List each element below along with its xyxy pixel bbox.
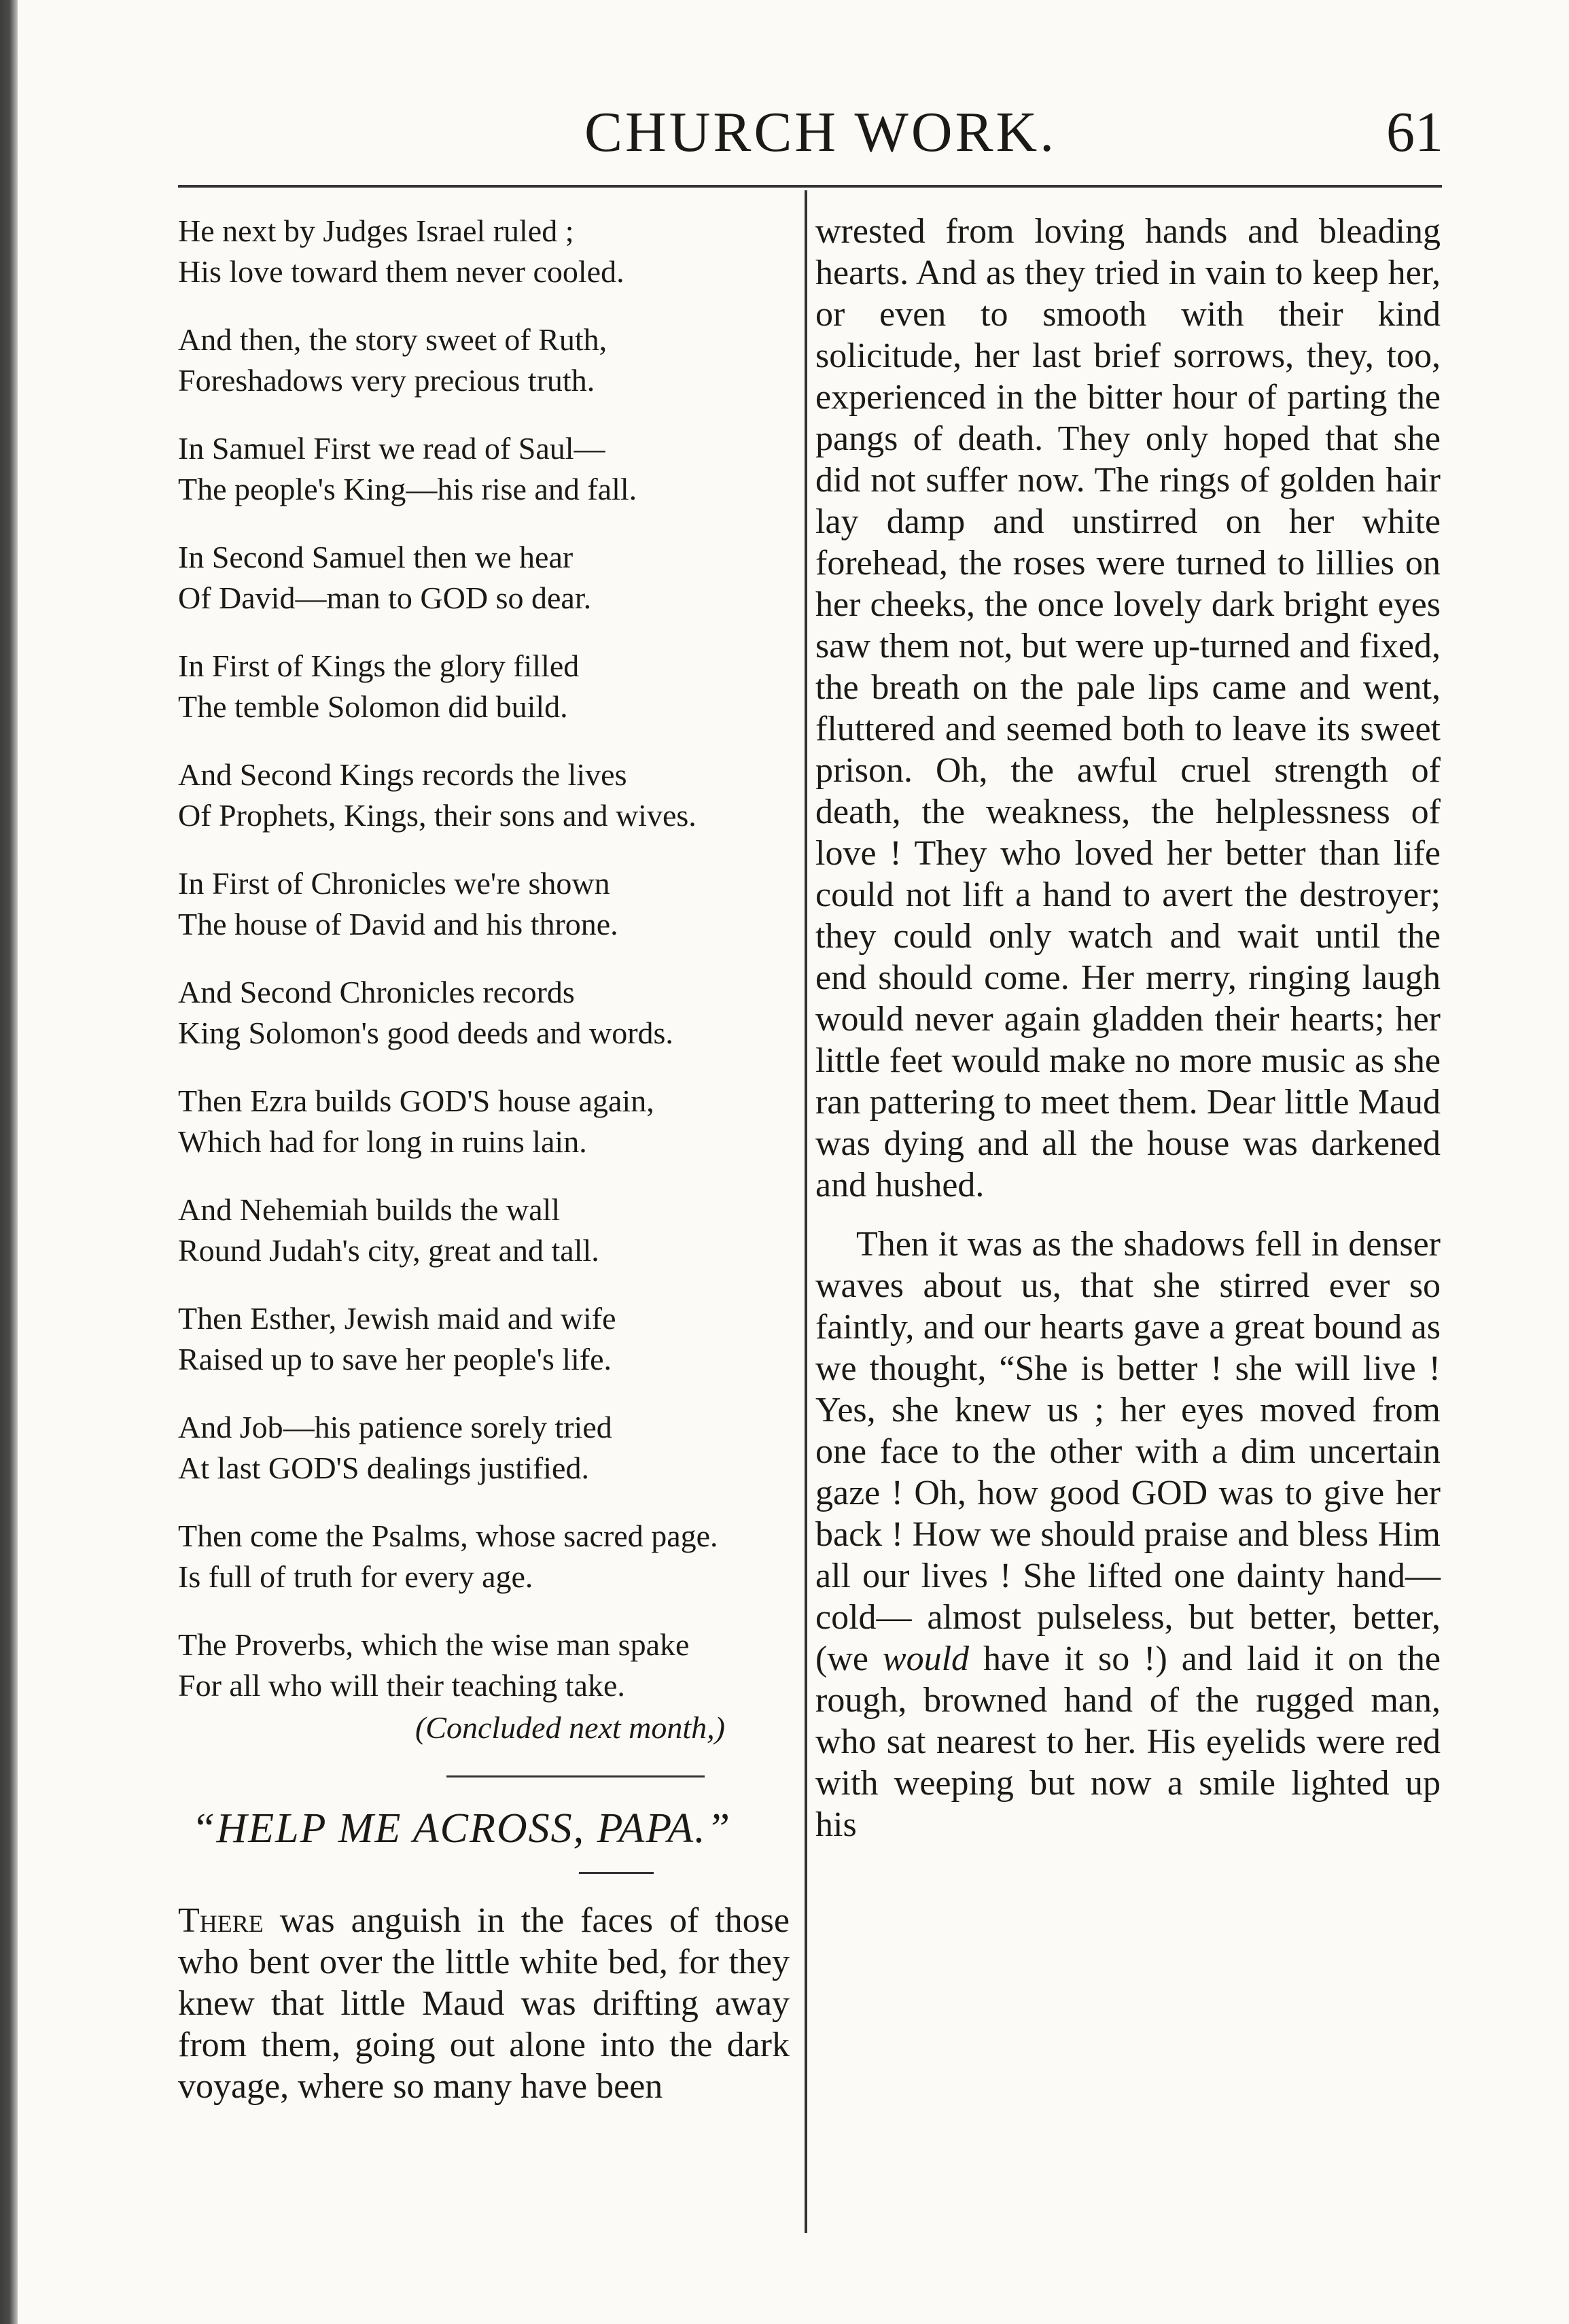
title-rule <box>579 1872 654 1874</box>
poem-line: Round Judah's city, great and tall. <box>178 1233 599 1268</box>
page-header <box>0 95 1569 170</box>
story-title: “HELP ME ACROSS, PAPA.” <box>192 1805 732 1852</box>
poem-stanza <box>178 1625 790 1706</box>
poem-stanza <box>178 211 790 292</box>
right-column <box>815 211 1441 1845</box>
poem-line: The people's King—his rise and fall. <box>178 472 637 506</box>
poem-stanza <box>178 1407 790 1489</box>
poem-line: In Second Samuel then we hear <box>178 540 574 574</box>
story-text-2b: have it so !) and laid it on the rough, browned hand of the rugged man, who sat nearest to her. His eyelids were red with weeping but now a smile lighted up his <box>815 1640 1441 1844</box>
running-title: CHURCH WORK. <box>584 101 1057 164</box>
poem-line: The house of David and his throne. <box>178 907 618 941</box>
poem-stanza <box>178 1516 790 1597</box>
poem-line: And Job—his patience sorely tried <box>178 1410 612 1444</box>
section-rule <box>446 1775 705 1777</box>
poem-line: In First of Chronicles we're shown <box>178 866 610 901</box>
poem-stanza <box>178 755 790 836</box>
story-paragraph-1: wrested from loving hands and bleading hearts. And as they tried in vain to keep her, or even to smooth with their kind solicitude, her last brief sorrows, they, too, experienced in the bitter hour of parting the pangs of death. They only hoped that she did not suffer now. The rings of golden hair lay damp and unstirred on her white forehead, the roses were turned to lillies on her cheeks, the once lovely dark bright eyes saw them not, but were up-turned and fixed, the breath on the pale lips came and went, fluttered and seemed both to leave its sweet prison. Oh, the awful cruel strength of death, the weakness, the helplessness of love ! They who loved her better than life could not lift a hand to avert the destroyer; they could only watch and wait until the end should come. Her merry, ringing laugh would never again gladden their hearts; her little feet would make no more music as she ran pattering to meet them. Dear little Maud was dying and all the house was darkened and hushed. <box>815 212 1441 1204</box>
poem-stanza <box>178 1081 790 1162</box>
header-rule <box>178 185 1442 188</box>
poem-line: Then come the Psalms, whose sacred page. <box>178 1519 718 1553</box>
poem-line: Then Esther, Jewish maid and wife <box>178 1301 616 1336</box>
poem-line: King Solomon's good deeds and words. <box>178 1016 673 1050</box>
poem-line: Of Prophets, Kings, their sons and wives. <box>178 798 697 833</box>
poem-line: Which had for long in ruins lain. <box>178 1124 587 1159</box>
poem-stanza <box>178 1298 790 1380</box>
story-paragraph-2 <box>815 1224 1441 1845</box>
poem-line: Of David—man to GOD so dear. <box>178 580 592 615</box>
poem-stanza <box>178 646 790 727</box>
poem-stanza <box>178 319 790 401</box>
poem-line: And then, the story sweet of Ruth, <box>178 322 607 357</box>
poem-line: Is full of truth for every age. <box>178 1559 533 1594</box>
poem-line: In First of Kings the glory filled <box>178 648 580 683</box>
page-number: 61 <box>1386 101 1443 164</box>
poem-line: His love toward them never cooled. <box>178 254 624 289</box>
poem-stanza <box>178 972 790 1054</box>
poem-line: The Proverbs, which the wise man spake <box>178 1627 690 1662</box>
book-spine-edge <box>0 0 18 2324</box>
concluded-note: (Concluded next month,) <box>415 1710 725 1745</box>
poem-line: And Nehemiah builds the wall <box>178 1192 561 1227</box>
poem-stanza <box>178 863 790 945</box>
poem-line: For all who will their teaching take. <box>178 1668 625 1703</box>
poem-line: And Second Chronicles records <box>178 975 575 1009</box>
story-text-2-emphasis: would <box>882 1640 970 1678</box>
left-column <box>178 211 790 2107</box>
poem-line: At last GOD'S dealings justified. <box>178 1451 589 1485</box>
poem-stanza <box>178 1190 790 1271</box>
poem-stanza <box>178 428 790 510</box>
poem-line: Foreshadows very precious truth. <box>178 363 595 398</box>
story-text-left: was anguish in the faces of those who bent over the little white bed, for they knew that little Maud was drifting away from them, going out alone into the dark voyage, where so many have been <box>178 1901 790 2106</box>
poem-stanza <box>178 537 790 619</box>
poem-line: The temble Solomon did build. <box>178 689 568 724</box>
opening-word: There <box>178 1901 264 1940</box>
poem-line: Raised up to save her people's life. <box>178 1342 612 1376</box>
poem <box>178 211 790 1706</box>
poem-line: And Second Kings records the lives <box>178 757 627 792</box>
poem-line: He next by Judges Israel ruled ; <box>178 213 574 248</box>
poem-line: Then Ezra builds GOD'S house again, <box>178 1083 654 1118</box>
story-text-2a: Then it was as the shadows fell in denser waves about us, that she stirred ever so faintly, and our hearts gave a great bound as we thought, “She is better ! she will live ! Yes, she knew us ; her eyes moved from one face to the other with a dim uncertain gaze ! Oh, how good GOD was to give her back ! How we should praise and bless Him all our lives ! She lifted one dainty hand— cold— almost pulseless, but better, better, (we <box>815 1225 1441 1678</box>
poem-line: In Samuel First we read of Saul— <box>178 431 605 466</box>
column-divider <box>805 190 807 2233</box>
story-paragraph-start <box>178 1900 790 2107</box>
